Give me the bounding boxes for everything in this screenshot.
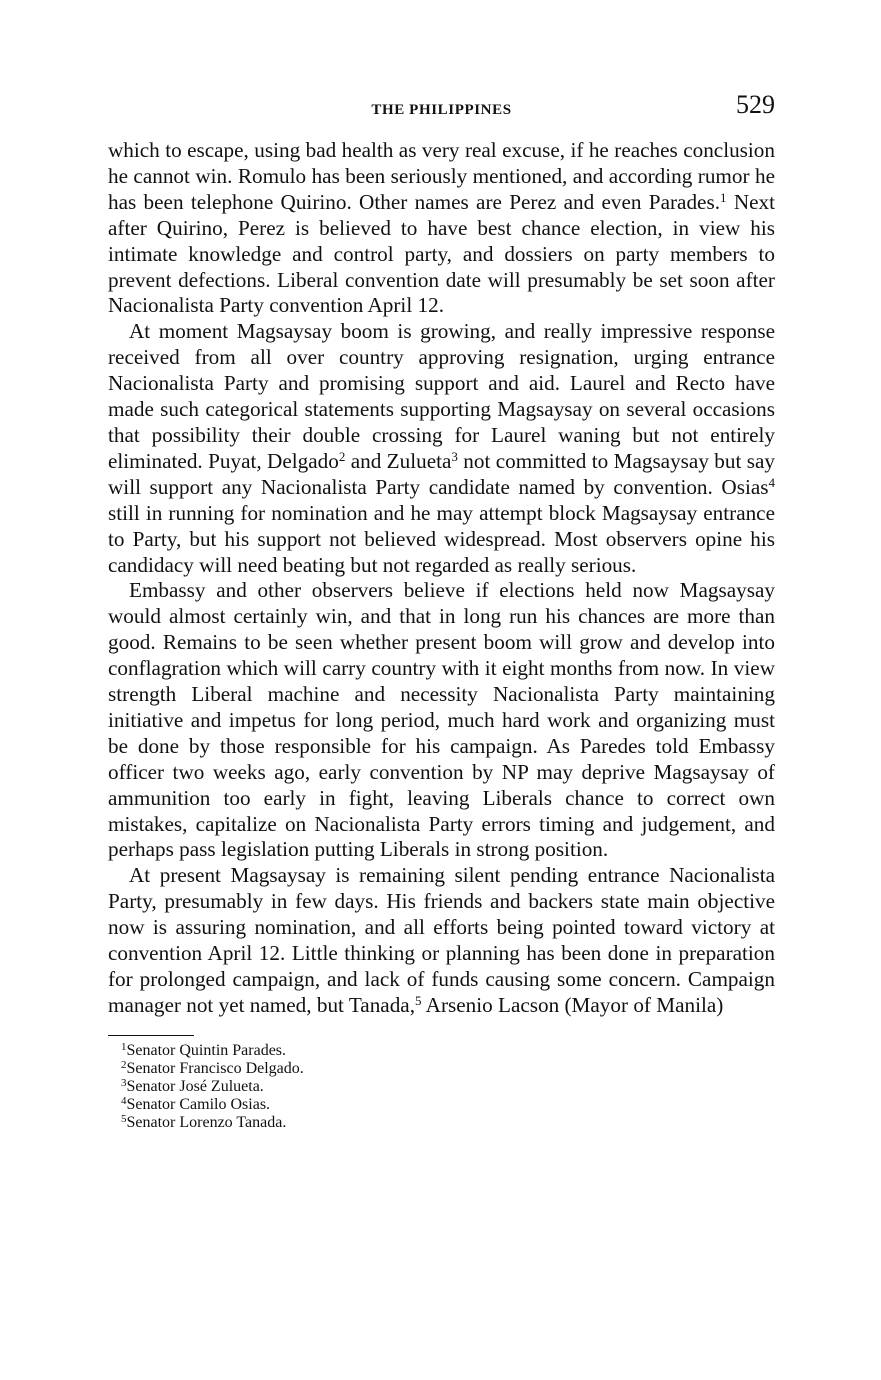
paragraph-1 xyxy=(108,138,775,319)
footnote-mark: 3 xyxy=(121,1076,127,1089)
footnote-3 xyxy=(121,1078,775,1096)
footnote-mark: 5 xyxy=(121,1112,127,1125)
running-header xyxy=(108,88,775,128)
paragraph-2 xyxy=(108,319,775,578)
footnote-2 xyxy=(121,1060,775,1078)
footnote-ref-4: 4 xyxy=(768,474,775,490)
footnote-text: Senator Francisco Delgado. xyxy=(126,1059,304,1077)
paragraph-2-text-a: At moment Magsaysay boom is growing, and really impressive response received from all over country approving resignation, urging entrance Nacionalista Party and promising support and aid. Laurel and Recto have made such categorical statements supporting Magsaysay on several occasions that possibility their double crossing for Laurel waning but not entirely eliminated. Puyat, Delgado xyxy=(108,319,775,473)
paragraph-2-text-b: and Zulueta xyxy=(345,448,452,473)
footnote-5 xyxy=(121,1114,775,1132)
footnote-text: Senator Quintin Parades. xyxy=(126,1041,287,1059)
paragraph-4-text-b: Arsenio Lacson (Mayor of Manila) xyxy=(421,992,724,1017)
body-text xyxy=(108,138,775,1019)
running-title: THE PHILIPPINES xyxy=(371,102,512,118)
footnote-mark: 1 xyxy=(121,1040,127,1053)
paragraph-1-text-a: which to escape, using bad health as very real excuse, if he reaches conclusion he cannot win. Romulo has been seriously mentioned, and according rumor he has been telephone Quirino. Other names are Perez and even Parades. xyxy=(108,138,775,214)
footnote-ref-5: 5 xyxy=(415,992,422,1008)
footnote-ref-2: 2 xyxy=(338,448,346,464)
page-number: 529 xyxy=(736,90,775,119)
footnote-4 xyxy=(121,1096,775,1114)
footnote-text: Senator Lorenzo Tanada. xyxy=(126,1113,287,1131)
paragraph-4-text-a: At present Magsaysay is remaining silent pending entrance Nacionalista Party, presumably in few days. His friends and backers state main objective now is assuring nomination, and all efforts being pointed toward victory at convention April 12. Little thinking or planning has been done in preparation for prolonged campaign, and lack of funds causing some concern. Campaign manager not yet named, but Tanada, xyxy=(108,863,775,1017)
footnote-ref-1: 1 xyxy=(720,189,727,205)
footnote-divider xyxy=(108,1035,194,1036)
paragraph-2-text-d: still in running for nomination and he may attempt block Magsaysay entrance to Party, but his support not believed widespread. Most observers opine his candidacy will need beating but not regarded as really serious. xyxy=(108,500,775,577)
document-page xyxy=(108,88,775,1132)
paragraph-4 xyxy=(108,863,775,1018)
paragraph-1-text-b: Next after Quirino, Perez is believed to have best chance election, in view his intimate knowledge and control party, and dossiers on party members to prevent defections. Liberal convention date will presumably be set soon after Nacionalista Party convention April 12. xyxy=(108,189,775,318)
paragraph-2-text-c: not committed to Magsaysay but say will support any Nacionalista Party candidate named by convention. Osias xyxy=(108,448,776,499)
footnote-mark: 4 xyxy=(121,1094,127,1107)
footnote-text: Senator Camilo Osias. xyxy=(126,1095,271,1113)
footnote-ref-3: 3 xyxy=(451,448,458,464)
footnote-text: Senator José Zulueta. xyxy=(126,1077,264,1095)
paragraph-3: Embassy and other observers believe if elections held now Magsaysay would almost certainly win, and that in long run his chances are more than good. Remains to be seen whether present boom will grow and develop into conflagration which will carry country with it eight months from now. In view strength Liberal machine and necessity Nacionalista Party maintaining initiative and impetus for long period, much hard work and organizing must be done by those responsible for his campaign. As Paredes told Embassy officer two weeks ago, early convention by NP may deprive Magsaysay of ammunition too early in fight, leaving Liberals chance to correct own mistakes, capitalize on Nacionalista Party errors timing and judgement, and perhaps pass legislation putting Liberals in strong position. xyxy=(108,578,775,862)
footnote-mark: 2 xyxy=(121,1058,127,1071)
footnote-1 xyxy=(121,1042,775,1060)
footnotes xyxy=(121,1042,775,1132)
